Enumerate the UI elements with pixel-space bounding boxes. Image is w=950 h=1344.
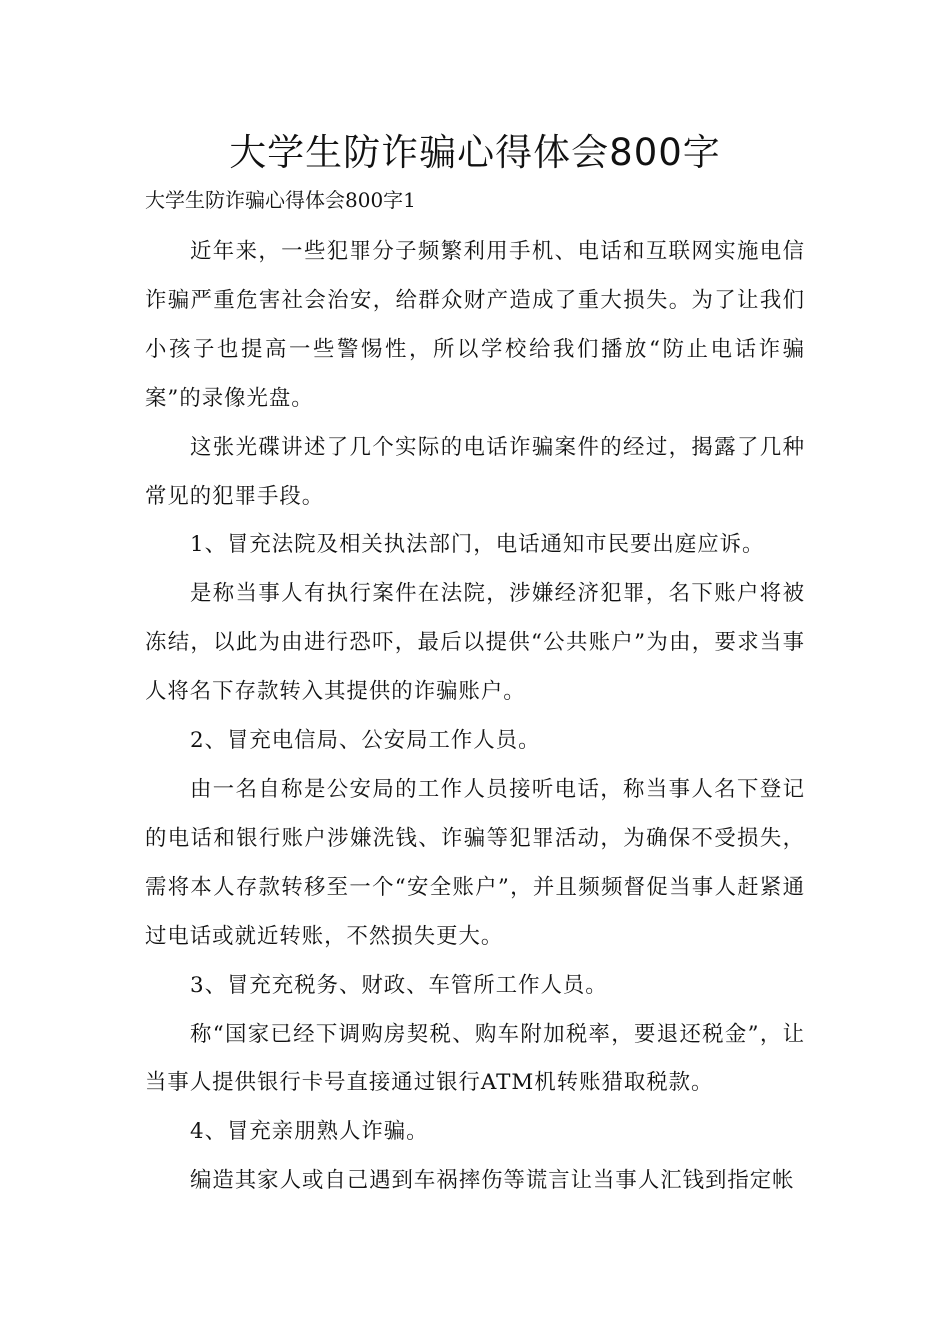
paragraph: 1、冒充法院及相关执法部门，电话通知市民要出庭应诉。 bbox=[190, 532, 765, 558]
paragraph: 由一名自称是公安局的工作人员接听电话，称当事人名下登记的电话和银行账户涉嫌洗钱、诈骗等犯罪活动，为确保不受损失，需将本人存款转移至一个“安全账户”，并且频频督促当事人赶紧通过电话或就近转账，不然损失更大。 bbox=[145, 776, 805, 949]
paragraph: 2、冒充电信局、公安局工作人员。 bbox=[190, 728, 541, 754]
paragraph: 是称当事人有执行案件在法院，涉嫌经济犯罪，名下账户将被冻结，以此为由进行恐吓，最后以提供“公共账户”为由，要求当事人将名下存款转入其提供的诈骗账户。 bbox=[145, 581, 805, 705]
paragraph: 编造其家人或自己遇到车祸摔伤等谎言让当事人汇钱到指定帐 bbox=[190, 1168, 795, 1194]
paragraph: 称“国家已经下调购房契税、购车附加税率，要退还税金”，让当事人提供银行卡号直接通过银行ATM机转账猎取税款。 bbox=[145, 1021, 805, 1096]
paragraph: 这张光碟讲述了几个实际的电话诈骗案件的经过，揭露了几种常见的犯罪手段。 bbox=[145, 434, 805, 509]
paragraph: 4、冒充亲朋熟人诈骗。 bbox=[190, 1119, 429, 1145]
paragraph: 3、冒充充税务、财政、车管所工作人员。 bbox=[190, 972, 608, 998]
paragraph: 近年来，一些犯罪分子频繁利用手机、电话和互联网实施电信诈骗严重危害社会治安，给群众财产造成了重大损失。为了让我们小孩子也提高一些警惕性，所以学校给我们播放“防止电话诈骗案”的录像光盘。 bbox=[145, 239, 805, 411]
document-subtitle: 大学生防诈骗心得体会800字1 bbox=[145, 188, 416, 212]
document-body bbox=[145, 228, 805, 1206]
document-title: 大学生防诈骗心得体会800字 bbox=[229, 131, 721, 174]
